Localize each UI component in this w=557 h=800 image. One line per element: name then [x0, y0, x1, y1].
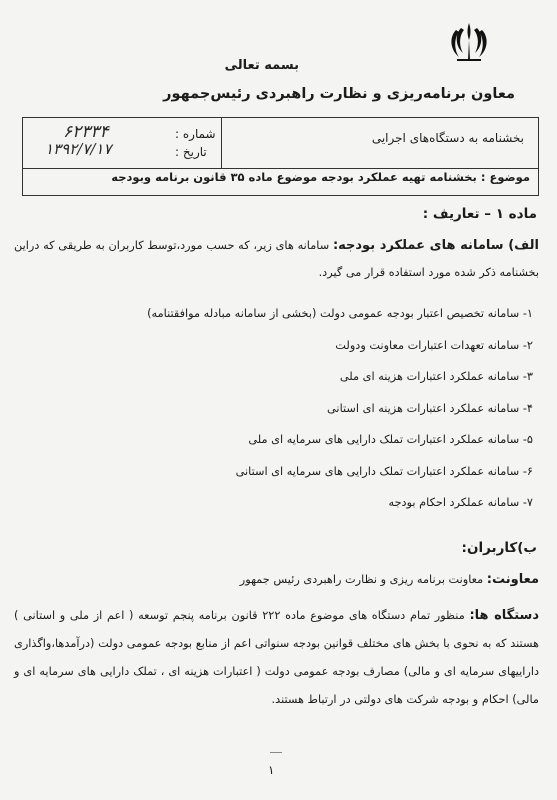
header-column-divider	[221, 118, 222, 168]
list-item: ۱- سامانه تخصیص اعتبار بودجه عمومی دولت (بخشی از سامانه مبادله موافقتنامه)	[147, 307, 533, 320]
section-a-title: الف) سامانه های عملکرد بودجه:	[332, 238, 539, 253]
list-item: ۷- سامانه عملکرد احکام بودجه	[388, 496, 533, 509]
page-number: ۱	[268, 763, 275, 777]
article-title: ماده ۱ – تعاریف :	[422, 206, 537, 222]
section-a-text: سامانه های زیر، که حسب مورد،توسط کاربران به طریقی که دراین بخشنامه ذکر شده مورد استفاده قرار می گیرد.	[14, 239, 539, 279]
header-divider	[23, 168, 538, 169]
iran-emblem-icon	[447, 20, 491, 64]
deputy-text: معاونت برنامه ریزی و نظارت راهبردی رئیس جمهور	[239, 573, 484, 586]
basmala: بسمه تعالی	[224, 58, 299, 73]
footer-mark	[270, 752, 282, 753]
systems-list	[33, 300, 533, 521]
list-item: ۴- سامانه عملکرد اعتبارات هزینه ای استانی	[327, 401, 533, 415]
devices-text: منظور تمام دستگاه های موضوع ماده ۲۲۲ قانون برنامه پنجم توسعه ( اعم از ملی و استانی ) هستند که به نحوی با بخش های مختلف قوانین بودجه سنواتی اعم از منابع بودجه عمومی دولت (درآمدها،واگذاری داراییهای سرمایه ای و مالی) مصارف بودجه عمومی دولت ( اعتبارات هزینه ای ، تملک دارایی های سرمایه ای و مالی) احکام و بودجه شرکت های دولتی در ارتباط هستند.	[14, 609, 539, 706]
list-item: ۶- سامانه عملکرد اعتبارات تملک دارایی های سرمایه ای استانی	[235, 464, 533, 478]
devices-label: دستگاه ها:	[469, 608, 540, 623]
section-b-title: ب)کاربران:	[461, 540, 537, 556]
date-label: تاریخ :	[175, 145, 207, 159]
list-item: ۳- سامانه عملکرد اعتبارات هزینه ای ملی	[339, 370, 533, 383]
addressee: بخشنامه به دستگاه‌های اجرایی	[371, 131, 524, 145]
organization-title: معاون برنامه‌ریزی و نظارت راهبردی رئیس‌جمهور	[163, 86, 515, 102]
letter-date: ۱۳۹۲/۷/۱۷	[45, 140, 112, 158]
letter-header-table	[22, 117, 539, 196]
deputy-paragraph	[14, 566, 539, 593]
devices-paragraph	[14, 602, 539, 714]
number-label: شماره :	[175, 127, 216, 141]
list-item: ۲- سامانه تعهدات اعتبارات معاونت ودولت	[335, 338, 533, 352]
deputy-label: معاونت:	[486, 572, 539, 587]
letter-number: ۶۲۳۳۴	[63, 122, 109, 142]
list-item: ۵- سامانه عملکرد اعتبارات تملک دارایی های سرمایه ای ملی	[248, 433, 533, 446]
section-a-paragraph	[14, 232, 539, 286]
subject-line: موضوع : بخشنامه تهیه عملکرد بودجه موضوع ماده ۳۵ قانون برنامه وبودجه	[111, 170, 530, 184]
